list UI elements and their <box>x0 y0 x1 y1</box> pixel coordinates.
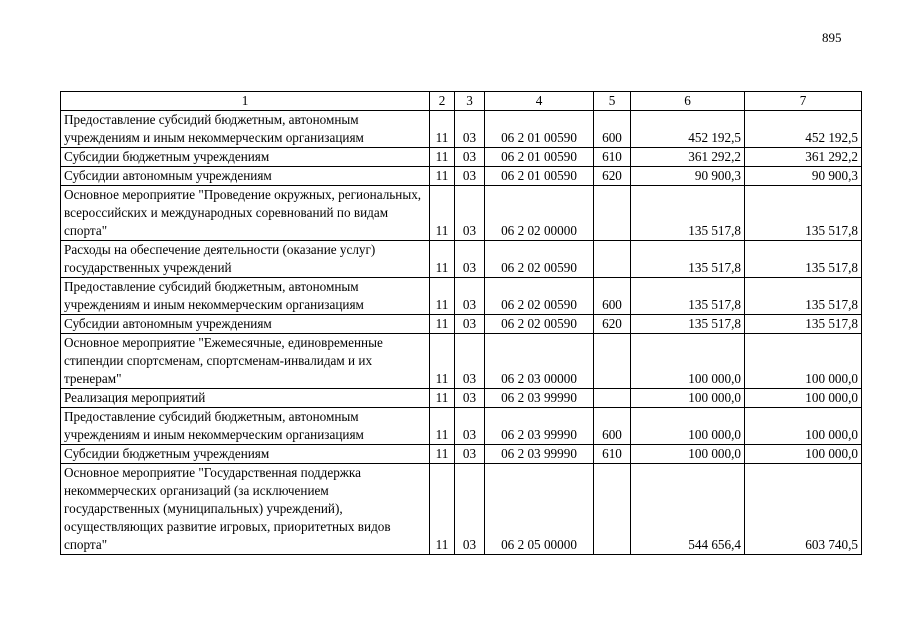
header-col-5: 5 <box>594 92 631 111</box>
row-name: Основное мероприятие "Ежемесячные, единовременные стипендии спортсменам, спортсменам-инвалидам и их тренерам" <box>61 334 430 389</box>
row-amount-2: 100 000,0 <box>745 389 862 408</box>
header-col-2: 2 <box>430 92 455 111</box>
row-amount-1: 361 292,2 <box>631 148 745 167</box>
row-target-article: 06 2 01 00590 <box>485 167 594 186</box>
row-target-article: 06 2 02 00590 <box>485 278 594 315</box>
row-name: Предоставление субсидий бюджетным, автономным учреждениям и иным некоммерческим организациям <box>61 278 430 315</box>
row-amount-1: 135 517,8 <box>631 278 745 315</box>
row-section: 11 <box>430 278 455 315</box>
row-target-article: 06 2 02 00590 <box>485 315 594 334</box>
row-amount-2: 100 000,0 <box>745 445 862 464</box>
table-row <box>61 408 862 445</box>
row-amount-1: 100 000,0 <box>631 334 745 389</box>
row-section: 11 <box>430 111 455 148</box>
row-section: 11 <box>430 186 455 241</box>
row-target-article: 06 2 01 00590 <box>485 148 594 167</box>
row-section: 11 <box>430 445 455 464</box>
row-subsection: 03 <box>455 408 485 445</box>
row-subsection: 03 <box>455 167 485 186</box>
row-subsection: 03 <box>455 445 485 464</box>
row-subsection: 03 <box>455 389 485 408</box>
row-subsection: 03 <box>455 315 485 334</box>
row-amount-2: 603 740,5 <box>745 464 862 555</box>
header-col-4: 4 <box>485 92 594 111</box>
table-row <box>61 241 862 278</box>
row-target-article: 06 2 03 99990 <box>485 445 594 464</box>
budget-table <box>60 91 862 555</box>
row-name: Субсидии автономным учреждениям <box>61 167 430 186</box>
table-row <box>61 315 862 334</box>
row-section: 11 <box>430 464 455 555</box>
table-header-row <box>61 92 862 111</box>
table-row <box>61 389 862 408</box>
row-subsection: 03 <box>455 111 485 148</box>
row-expense-type <box>594 334 631 389</box>
row-expense-type: 610 <box>594 445 631 464</box>
header-col-7: 7 <box>745 92 862 111</box>
row-amount-2: 135 517,8 <box>745 315 862 334</box>
row-target-article: 06 2 03 00000 <box>485 334 594 389</box>
row-expense-type: 620 <box>594 167 631 186</box>
header-col-3: 3 <box>455 92 485 111</box>
row-name: Предоставление субсидий бюджетным, автономным учреждениям и иным некоммерческим организациям <box>61 111 430 148</box>
row-expense-type: 620 <box>594 315 631 334</box>
table-row <box>61 278 862 315</box>
row-name: Основное мероприятие "Государственная поддержка некоммерческих организаций (за исключением государственных (муниципальных) учреждений), осуществляющих развитие игровых, приоритетных видов спорта" <box>61 464 430 555</box>
row-name: Субсидии бюджетным учреждениям <box>61 445 430 464</box>
table-row <box>61 334 862 389</box>
row-amount-2: 100 000,0 <box>745 408 862 445</box>
row-amount-1: 452 192,5 <box>631 111 745 148</box>
row-expense-type <box>594 389 631 408</box>
row-section: 11 <box>430 334 455 389</box>
row-target-article: 06 2 05 00000 <box>485 464 594 555</box>
row-section: 11 <box>430 241 455 278</box>
row-expense-type <box>594 464 631 555</box>
row-subsection: 03 <box>455 148 485 167</box>
row-expense-type: 600 <box>594 111 631 148</box>
row-amount-2: 452 192,5 <box>745 111 862 148</box>
row-target-article: 06 2 02 00590 <box>485 241 594 278</box>
row-name: Субсидии автономным учреждениям <box>61 315 430 334</box>
table-row <box>61 111 862 148</box>
row-target-article: 06 2 02 00000 <box>485 186 594 241</box>
row-expense-type <box>594 241 631 278</box>
page-number: 895 <box>822 30 842 45</box>
row-section: 11 <box>430 408 455 445</box>
row-subsection: 03 <box>455 241 485 278</box>
row-amount-2: 90 900,3 <box>745 167 862 186</box>
row-subsection: 03 <box>455 464 485 555</box>
row-amount-1: 100 000,0 <box>631 389 745 408</box>
row-amount-1: 100 000,0 <box>631 445 745 464</box>
row-name: Субсидии бюджетным учреждениям <box>61 148 430 167</box>
row-amount-2: 135 517,8 <box>745 278 862 315</box>
row-name: Расходы на обеспечение деятельности (оказание услуг) государственных учреждений <box>61 241 430 278</box>
table-row <box>61 148 862 167</box>
row-expense-type <box>594 186 631 241</box>
row-target-article: 06 2 03 99990 <box>485 408 594 445</box>
row-target-article: 06 2 03 99990 <box>485 389 594 408</box>
row-name: Реализация мероприятий <box>61 389 430 408</box>
row-expense-type: 600 <box>594 408 631 445</box>
row-amount-1: 135 517,8 <box>631 241 745 278</box>
row-amount-1: 135 517,8 <box>631 315 745 334</box>
row-section: 11 <box>430 148 455 167</box>
table-row <box>61 186 862 241</box>
row-section: 11 <box>430 167 455 186</box>
header-col-6: 6 <box>631 92 745 111</box>
row-section: 11 <box>430 389 455 408</box>
row-name: Предоставление субсидий бюджетным, автономным учреждениям и иным некоммерческим организациям <box>61 408 430 445</box>
row-amount-1: 100 000,0 <box>631 408 745 445</box>
row-subsection: 03 <box>455 278 485 315</box>
row-section: 11 <box>430 315 455 334</box>
table-row <box>61 464 862 555</box>
row-amount-2: 100 000,0 <box>745 334 862 389</box>
row-amount-2: 361 292,2 <box>745 148 862 167</box>
row-expense-type: 610 <box>594 148 631 167</box>
row-amount-1: 135 517,8 <box>631 186 745 241</box>
row-amount-1: 544 656,4 <box>631 464 745 555</box>
row-amount-1: 90 900,3 <box>631 167 745 186</box>
row-name: Основное мероприятие "Проведение окружных, региональных, всероссийских и международных соревнований по видам спорта" <box>61 186 430 241</box>
row-expense-type: 600 <box>594 278 631 315</box>
row-target-article: 06 2 01 00590 <box>485 111 594 148</box>
row-subsection: 03 <box>455 334 485 389</box>
table-row <box>61 167 862 186</box>
header-col-1: 1 <box>61 92 430 111</box>
row-amount-2: 135 517,8 <box>745 186 862 241</box>
row-amount-2: 135 517,8 <box>745 241 862 278</box>
row-subsection: 03 <box>455 186 485 241</box>
table-row <box>61 445 862 464</box>
